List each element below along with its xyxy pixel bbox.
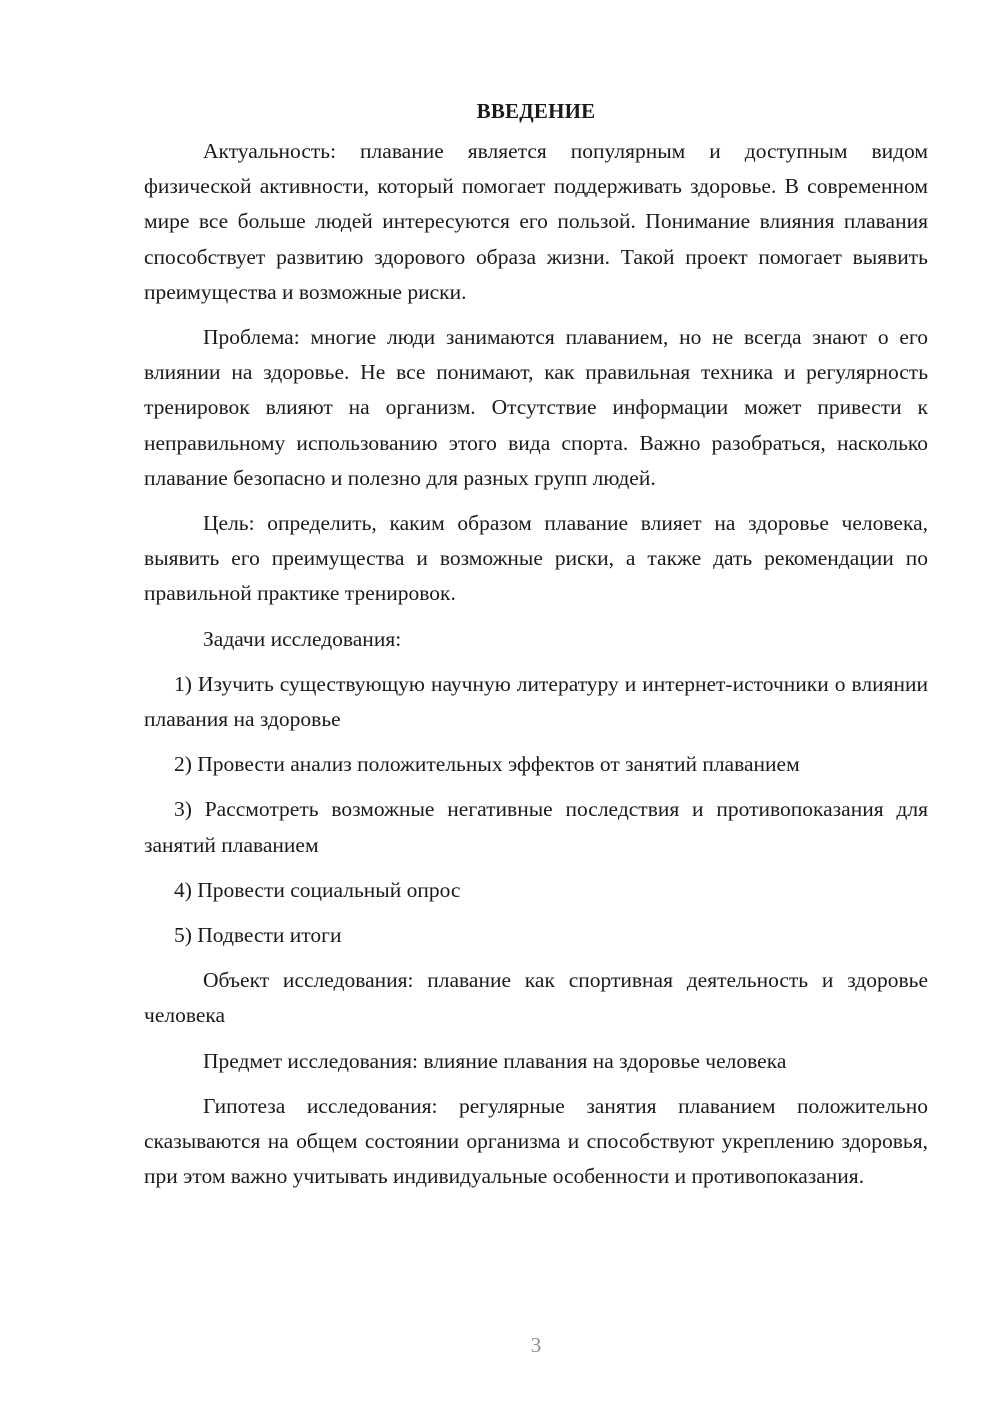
paragraph-problem: Проблема: многие люди занимаются плаванием, но не всегда знают о его влиянии на здоровье. Не все понимают, как правильная техника и регулярность тренировок влияют на организм. Отсутствие информации может привести к неправильному использованию этого вида спорта. Важно разобраться, насколько плавание безопасно и полезно для разных групп людей. [144, 325, 928, 490]
task-item-4: 4) Провести социальный опрос [174, 877, 461, 902]
paragraph-subject: Предмет исследования: влияние плавания на здоровье человека [203, 1048, 787, 1073]
section-title: ВВЕДЕНИЕ [476, 99, 596, 123]
paragraph-goal: Цель: определить, каким образом плавание влияет на здоровье человека, выявить его преимущества и возможные риски, а также дать рекомендации по правильной практике тренировок. [144, 511, 928, 606]
task-item-5: 5) Подвести итоги [174, 923, 342, 948]
task-item-2: 2) Провести анализ положительных эффектов от занятий плаванием [174, 752, 800, 777]
task-item-1: 1) Изучить существующую научную литературу и интернет-источники о влиянии плавания на здоровье [144, 671, 928, 732]
paragraph-object: Объект исследования: плавание как спортивная деятельность и здоровье человека [144, 968, 928, 1028]
paragraph-relevance: Актуальность: плавание является популярным и доступным видом физической активности, который помогает поддерживать здоровье. В современном мире все больше людей интересуются его пользой. Понимание влияния плавания способствует развитию здорового образа жизни. Такой проект помогает выявить преимущества и возможные риски. [144, 139, 928, 304]
page-number: 3 [530, 1333, 542, 1357]
paragraph-tasks-heading: Задачи исследования: [203, 626, 402, 651]
paragraph-hypothesis: Гипотеза исследования: регулярные занятия плаванием положительно сказываются на общем состоянии организма и способствуют укреплению здоровья, при этом важно учитывать индивидуальные особенности и противопоказания. [144, 1093, 928, 1189]
task-item-3: 3) Рассмотреть возможные негативные последствия и противопоказания для занятий плаванием [144, 797, 928, 857]
page-content [144, 94, 928, 1204]
